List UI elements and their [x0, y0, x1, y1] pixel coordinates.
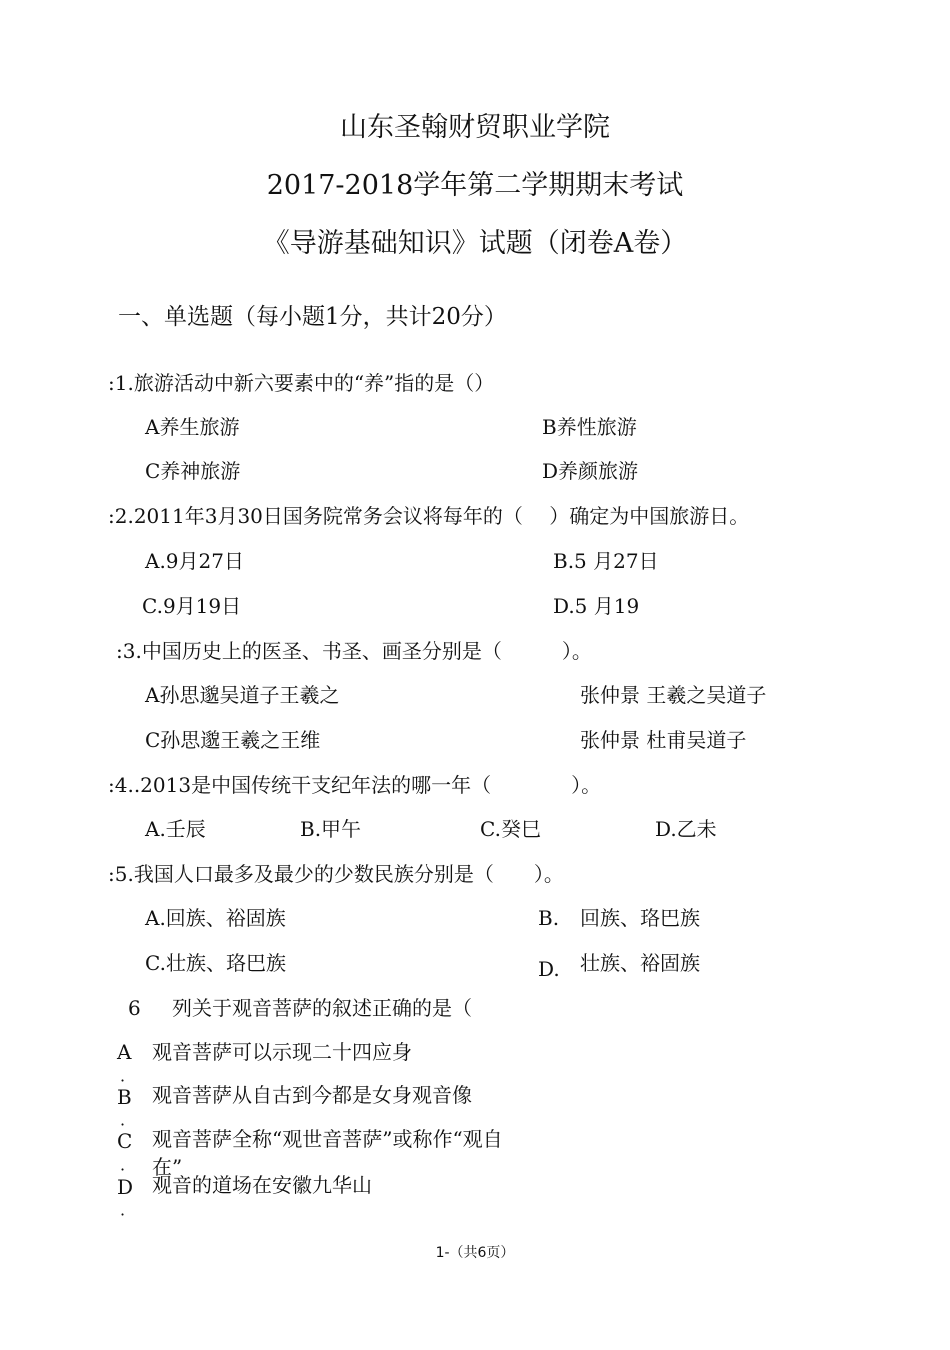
question-6-option-a: 观音菩萨可以示现二十四应身: [152, 1040, 412, 1064]
school-title: 山东圣翰财贸职业学院: [340, 112, 610, 143]
exam-term-title: 2017-2018学年第二学期期末考试: [266, 170, 684, 201]
option-marker-dot: ·: [120, 1071, 126, 1090]
question-3-option-a: A孙思邈吴道子王羲之: [145, 683, 340, 707]
question-5-option-b-letter: B.: [538, 906, 560, 930]
question-6-option-c-letter: C: [117, 1129, 133, 1153]
question-1-option-d: D养颜旅游: [542, 459, 639, 483]
question-5-option-a: A.回族、裕固族: [145, 906, 286, 930]
question-6-stem: 列关于观音菩萨的叙述正确的是（: [172, 996, 472, 1020]
question-5-stem: :5.我国人口最多及最少的少数民族分别是（ ）。: [108, 862, 564, 886]
question-4-option-d: D.乙未: [655, 817, 717, 841]
question-2-option-c: C.9月19日: [142, 594, 242, 618]
section-heading: 一、单选题（每小题1分，共计20分）: [118, 304, 507, 330]
question-2-option-d: D.5 月19: [553, 594, 640, 618]
question-2-option-b: B.5 月27日: [553, 549, 659, 573]
question-5-option-c: C.壮族、珞巴族: [145, 951, 286, 975]
question-2-stem: :2.2011年3月30日国务院常务会议将每年的（ ）确定为中国旅游日。: [108, 504, 750, 528]
option-marker-dot: ·: [120, 1205, 126, 1224]
question-1-option-c: C养神旅游: [145, 459, 241, 483]
question-4-option-a: A.壬辰: [145, 817, 206, 841]
question-6-option-b-letter: B: [117, 1085, 132, 1109]
question-3-option-b: 张仲景 王羲之吴道子: [580, 683, 767, 707]
question-6-option-c-line2: 在”: [152, 1155, 183, 1179]
page-number-footer: 1-（共6页）: [435, 1245, 515, 1261]
question-1-stem: :1.旅游活动中新六要素中的“养”指的是（）: [108, 371, 495, 395]
question-1-option-a: A养生旅游: [145, 415, 240, 439]
question-2-option-a: A.9月27日: [145, 549, 244, 573]
question-6-option-d-letter: D: [117, 1175, 134, 1199]
question-4-option-c: C.癸巳: [480, 817, 541, 841]
question-5-option-d-letter: D.: [538, 957, 560, 981]
question-3-option-d: 张仲景 杜甫吴道子: [580, 728, 747, 752]
question-3-stem: :3.中国历史上的医圣、书圣、画圣分别是（ ）。: [116, 639, 592, 663]
question-6-option-b: 观音菩萨从自古到今都是女身观音像: [152, 1083, 472, 1107]
subject-title: 《导游基础知识》试题（闭卷A卷）: [262, 228, 688, 259]
question-6-option-a-letter: A: [117, 1040, 132, 1064]
question-4-option-b: B.甲午: [300, 817, 362, 841]
question-1-option-b: B养性旅游: [542, 415, 637, 439]
question-6-number: 6: [128, 996, 141, 1020]
question-3-option-c: C孙思邈王羲之王维: [145, 728, 321, 752]
question-6-option-c-line1: 观音菩萨全称“观世音菩萨”或称作“观自: [152, 1127, 503, 1151]
option-marker-dot: ·: [120, 1115, 126, 1134]
question-4-stem: :4..2013是中国传统干支纪年法的哪一年（ ）。: [108, 773, 602, 797]
question-5-option-b: 回族、珞巴族: [580, 906, 700, 930]
question-5-option-d: 壮族、裕固族: [580, 951, 700, 975]
question-6-option-d: 观音的道场在安徽九华山: [152, 1173, 372, 1197]
option-marker-dot: ·: [120, 1160, 126, 1179]
